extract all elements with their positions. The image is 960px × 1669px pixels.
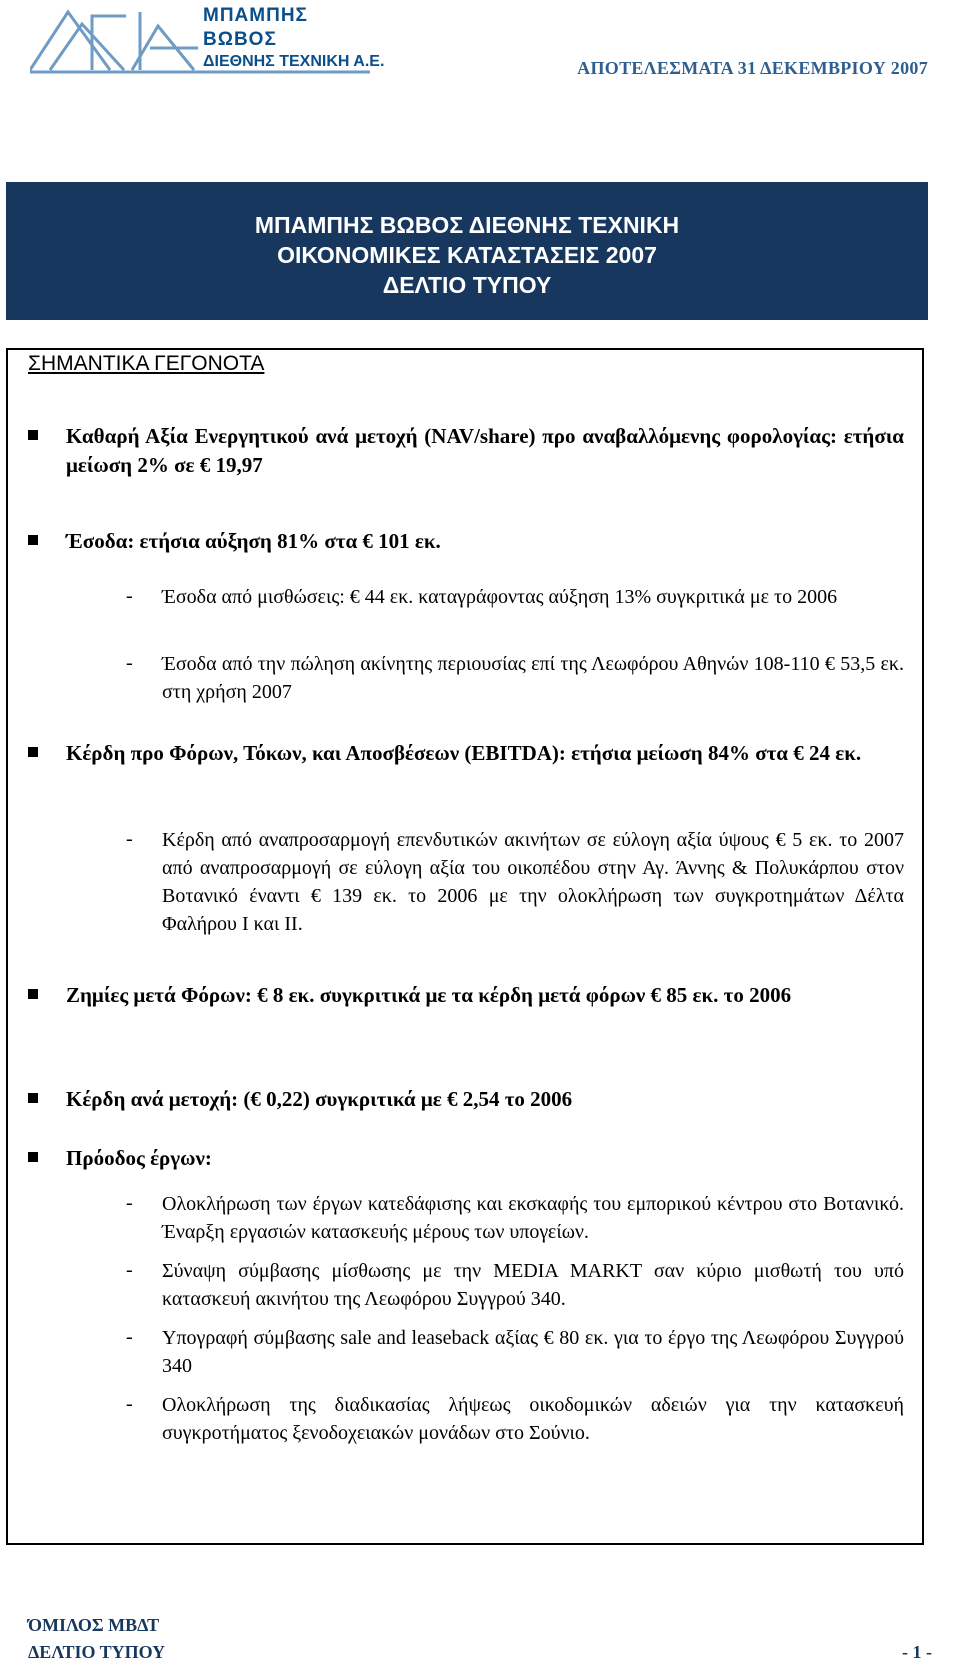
title-banner [6, 182, 928, 320]
company-name-line1: ΜΠΑΜΠΗΣ [203, 5, 308, 26]
dash-marker: - [126, 1393, 133, 1415]
page-number: - 1 - [902, 1642, 932, 1662]
footer-group: ΌΜΙΛΟΣ ΜΒΔΤ [28, 1615, 160, 1635]
bullet-icon [28, 1093, 38, 1103]
company-name-line2: ΒΩΒΟΣ [203, 29, 277, 50]
bullet-icon [28, 1152, 38, 1162]
dash-marker: - [126, 652, 133, 674]
dash-marker: - [126, 1259, 133, 1281]
banner-line3: ΔΕΛΤΙΟ ΤΥΠΟΥ [382, 272, 552, 298]
footer-doc: ΔΕΛΤΙΟ ΤΥΠΟΥ [28, 1642, 166, 1662]
dash-marker: - [126, 1192, 133, 1214]
eps-highlight: Κέρδη ανά μετοχή: (€ 0,22) συγκριτικά με € 2,54 το 2006 [66, 1087, 573, 1111]
nav-highlight: Καθαρή Αξία Ενεργητικού ανά μετοχή (NAV/share) προ αναβαλλόμενης φορολογίας: ετήσια μείωση 2% σε € 19,97 [66, 424, 904, 477]
dash-marker: - [126, 828, 133, 850]
bullet-icon [28, 747, 38, 757]
banner-line1: ΜΠΑΜΠΗΣ ΒΩΒΟΣ ΔΙΕΘΝΗΣ ΤΕΧΝΙΚΗ [254, 212, 680, 238]
company-name [203, 4, 384, 72]
progress-sub-leaseback: Υπογραφή σύμβασης sale and leaseback αξίας € 80 εκ. για το έργο της Λεωφόρου Συγγρού 340 [162, 1327, 904, 1377]
progress-sub-botaniko: Ολοκλήρωση των έργων κατεδάφισης και εκσκαφής του εμπορικού κέντρου στο Βοτανικό. Έναρξη εργασιών κατασκευής μέρους των υπογείων. [162, 1193, 904, 1243]
report-title: ΑΠΟΤΕΛΕΣΜΑΤΑ 31 ΔΕΚΕΜΒΡΙΟΥ 2007 [577, 58, 928, 78]
bullet-icon [28, 430, 38, 440]
revenue-sub-sale: Έσοδα από την πώληση ακίνητης περιουσίας επί της Λεωφόρου Αθηνών 108-110 € 53,5 εκ. στη χρήση 2007 [162, 653, 904, 703]
dash-marker: - [126, 1326, 133, 1348]
banner-line2: ΟΙΚΟΝΟΜΙΚΕΣ ΚΑΤΑΣΤΑΣΕΙΣ 2007 [277, 242, 657, 268]
progress-sub-mediamarkt: Σύναψη σύμβασης μίσθωσης με την MEDIA MARKT σαν κύριο μισθωτή του υπό κατασκευή ακινήτου της Λεωφόρου Συγγρού 340. [162, 1260, 904, 1310]
dash-marker: - [126, 585, 133, 607]
progress-sub-sounio: Ολοκλήρωση της διαδικασίας λήψεως οικοδομικών αδειών για την κατασκευή συγκροτήματος ξενοδοχειακών μονάδων στο Σούνιο. [162, 1394, 904, 1444]
bullet-icon [28, 989, 38, 999]
page-footer [28, 1612, 932, 1666]
progress-highlight: Πρόοδος έργων: [66, 1146, 212, 1170]
losses-highlight: Ζημίες μετά Φόρων: € 8 εκ. συγκριτικά με τα κέρδη μετά φόρων € 85 εκ. το 2006 [66, 983, 792, 1007]
revenue-sub-rental: Έσοδα από μισθώσεις: € 44 εκ. καταγράφοντας αύξηση 13% συγκριτικά με το 2006 [162, 586, 838, 608]
bullet-icon [28, 535, 38, 545]
ebitda-highlight: Κέρδη προ Φόρων, Τόκων, και Αποσβέσεων (EBITDA): ετήσια μείωση 84% στα € 24 εκ. [66, 741, 862, 765]
revenue-highlight: Έσοδα: ετήσια αύξηση 81% στα € 101 εκ. [66, 529, 441, 553]
ebitda-sub-revaluation: Κέρδη από αναπροσαρμογή επενδυτικών ακινήτων σε εύλογη αξία ύψους € 5 εκ. το 2007 από αναπροσαρμογή σε εύλογη αξία του οικοπέδου στην Αγ. Άννης & Πολυκάρπου στον Βοτανικό έναντι € 139 εκ. το 2006 με την ολοκλήρωση των συγκροτημάτων Δέλτα Φαλήρου Ι και ΙΙ. [162, 829, 904, 935]
section-title: ΣΗΜΑΝΤΙΚΑ ΓΕΓΟΝΟΤΑ [28, 352, 265, 375]
company-name-line3: ΔΙΕΘΝΗΣ ΤΕΧΝΙΚΗ Α.Ε. [203, 53, 385, 70]
